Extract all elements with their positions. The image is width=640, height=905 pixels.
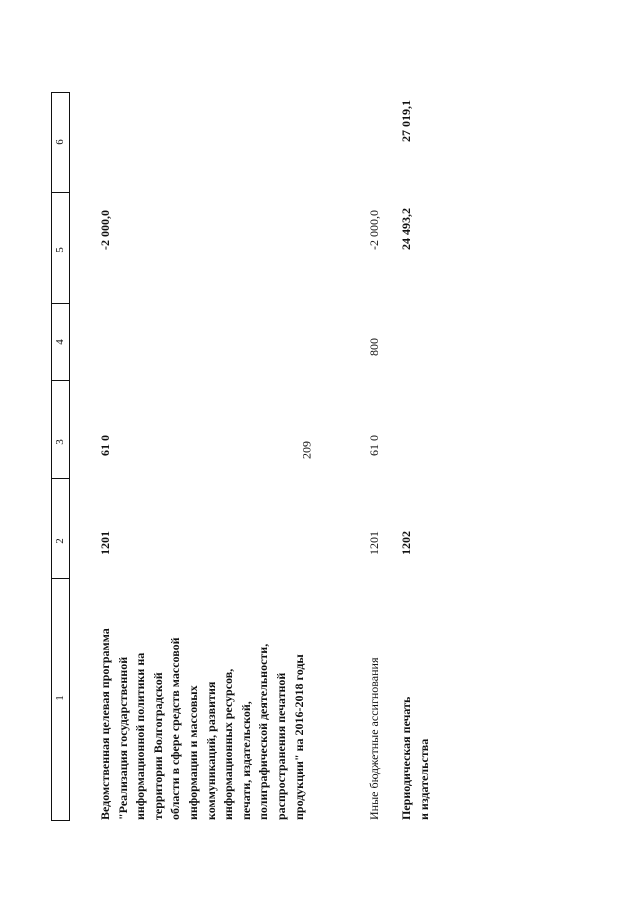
table-border-left bbox=[51, 92, 52, 821]
row-3-section-code: 1202 bbox=[399, 531, 413, 555]
row-1-amount: -2 000,0 bbox=[98, 210, 112, 250]
column-number-4: 4 bbox=[54, 339, 66, 345]
row-3-amount-2: 27 019,1 bbox=[399, 100, 413, 142]
row-1-section-code: 1201 bbox=[98, 531, 112, 555]
column-divider bbox=[51, 303, 69, 304]
column-divider bbox=[51, 578, 69, 579]
row-2-expense-type: 800 bbox=[367, 338, 381, 356]
row-3-amount-1: 24 493,2 bbox=[399, 208, 413, 250]
row-2-amount: -2 000,0 bbox=[367, 210, 381, 250]
row-1-program-code: 61 0 bbox=[98, 435, 112, 456]
page-number: 209 bbox=[299, 441, 314, 459]
column-divider bbox=[51, 192, 69, 193]
table-top-rule bbox=[51, 820, 69, 821]
column-number-6: 6 bbox=[54, 139, 66, 145]
column-divider bbox=[51, 380, 69, 381]
column-divider bbox=[51, 478, 69, 479]
column-number-3: 3 bbox=[54, 439, 66, 445]
table-top-rule bbox=[51, 92, 69, 93]
column-number-2: 2 bbox=[54, 538, 66, 544]
row-2-program-code: 61 0 bbox=[367, 435, 381, 456]
row-2-section-code: 1201 bbox=[367, 531, 381, 555]
row-3-name: Периодическая печать и издательства bbox=[399, 696, 431, 820]
table-border-right bbox=[69, 92, 70, 821]
column-number-5: 5 bbox=[54, 247, 66, 253]
row-2-name: Иные бюджетные ассигнования bbox=[367, 657, 381, 820]
column-number-1: 1 bbox=[54, 695, 66, 701]
row-1-name: Ведомственная целевая программа "Реализация государственной информационной политики на территории Волгоградской области в сфере средств массовой информации и массовых коммуникаций, развития информационных ресурсов, печати, издательской, полиграфической деятельности, распространения печатной продукции" на 2016-2018 годы bbox=[98, 628, 306, 820]
